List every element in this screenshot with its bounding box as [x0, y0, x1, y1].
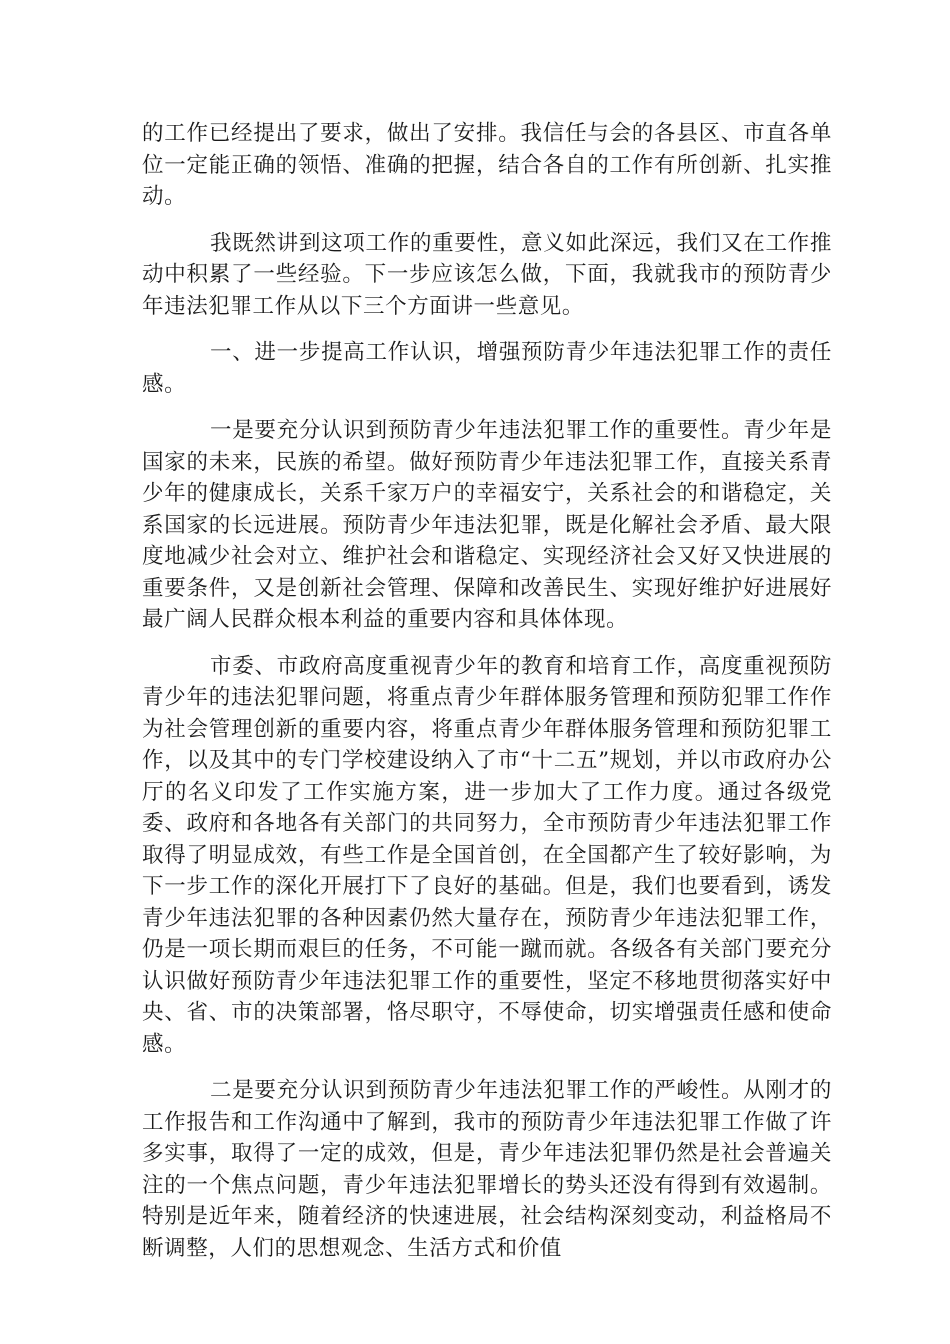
paragraph-severity: 二是要充分认识到预防青少年违法犯罪工作的严峻性。从刚才的工作报告和工作沟通中了解到，我市的预防青少年违法犯罪工作做了许多实事，取得了一定的成效，但是，青少年违法犯罪仍然是社会普遍关注的一个焦点问题，青少年违法犯罪增长的势头还没有得到有效遏制。特别是近年来，随着经济的快速进展，社会结构深刻变动，利益格局不断调整，人们的思想观念、生活方式和价值: [142, 1078, 832, 1261]
paragraph-intro: 我既然讲到这项工作的重要性，意义如此深远，我们又在工作推动中积累了一些经验。下一步应该怎么做，下面，我就我市的预防青少年违法犯罪工作从以下三个方面讲一些意见。: [142, 230, 832, 319]
paragraph-continuation: 的工作已经提出了要求，做出了安排。我信任与会的各县区、市直各单位一定能正确的领悟、准确的把握，结合各自的工作有所创新、扎实推动。: [142, 121, 832, 209]
document-body: [142, 118, 832, 1279]
paragraph-importance: 一是要充分认识到预防青少年违法犯罪工作的重要性。青少年是国家的未来，民族的希望。做好预防青少年违法犯罪工作，直接关系青少年的健康成长，关系千家万户的幸福安宁，关系社会的和谐稳定，关系国家的长远进展。预防青少年违法犯罪，既是化解社会矛盾、最大限度地减少社会对立、维护社会和谐稳定、实现经济社会又好又快进展的重要条件，又是创新社会管理、保障和改善民生、实现好维护好进展好最广阔人民群众根本利益的重要内容和具体体现。: [142, 418, 832, 632]
section-heading-1: 一、进一步提高工作认识，增强预防青少年违法犯罪工作的责任感。: [142, 340, 832, 397]
paragraph-municipal-efforts: 市委、市政府高度重视青少年的教育和培育工作，高度重视预防青少年的违法犯罪问题，将重点青少年群体服务管理和预防犯罪工作作为社会管理创新的重要内容，将重点青少年群体服务管理和预防犯罪工作，以及其中的专门学校建设纳入了市“十二五”规划，并以市政府办公厅的名义印发了工作实施方案，进一步加大了工作力度。通过各级党委、政府和各地各有关部门的共同努力，全市预防青少年违法犯罪工作取得了明显成效，有些工作是全国首创，在全国都产生了较好影响，为下一步工作的深化开展打下了良好的基础。但是，我们也要看到，诱发青少年违法犯罪的各种因素仍然大量存在，预防青少年违法犯罪工作，仍是一项长期而艰巨的任务，不可能一蹴而就。各级各有关部门要充分认识做好预防青少年违法犯罪工作的重要性，坚定不移地贯彻落实好中央、省、市的决策部署，恪尽职守，不辱使命，切实增强责任感和使命感。: [142, 653, 832, 1057]
